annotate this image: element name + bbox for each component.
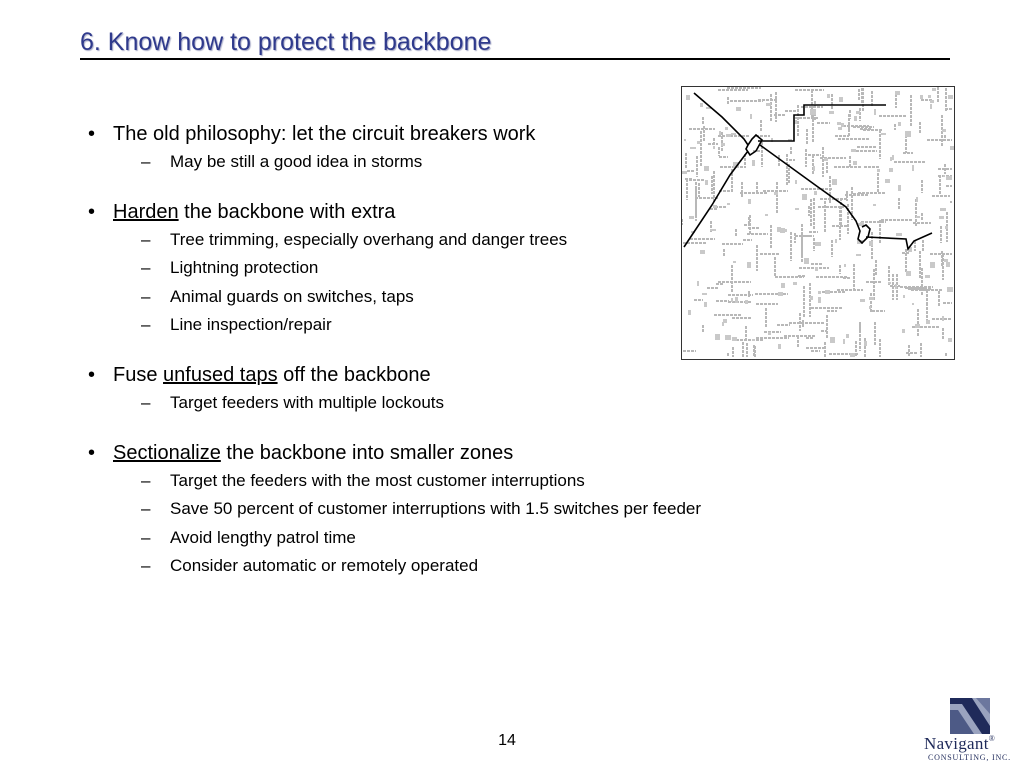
feeder-node xyxy=(829,111,834,114)
feeder-node xyxy=(895,91,900,95)
feeder-node xyxy=(942,129,946,132)
bullet-dot-icon: • xyxy=(88,441,96,464)
sub-bullet-item xyxy=(88,311,688,340)
bullet-item xyxy=(88,198,688,226)
feeder-node xyxy=(885,179,890,183)
feeder-node xyxy=(731,298,733,302)
feeder-node xyxy=(873,204,876,206)
feeder-node xyxy=(774,192,778,195)
feeder-node xyxy=(864,341,867,346)
bullet-text: The old philosophy: let the circuit breakers work xyxy=(113,123,536,145)
dash-icon: – xyxy=(141,286,151,306)
feeder-node xyxy=(905,131,911,137)
feeder-node xyxy=(827,94,830,98)
feeder-node xyxy=(930,262,935,268)
feeder-node xyxy=(898,185,901,191)
feeder-node xyxy=(810,109,816,115)
feeder-node xyxy=(750,114,752,119)
dash-icon: – xyxy=(141,152,151,171)
bullet-group xyxy=(88,198,688,340)
feeder-node xyxy=(731,133,736,135)
sub-bullet-text: Line inspection/repair xyxy=(170,315,332,335)
feeder-node xyxy=(765,214,768,216)
sub-bullet-item xyxy=(88,495,702,524)
feeder-node xyxy=(781,283,785,288)
bullet-list xyxy=(88,120,702,602)
feeder-node xyxy=(925,275,930,278)
bullet-text: the backbone into smaller zones xyxy=(220,441,514,464)
feeder-node xyxy=(860,222,864,225)
feeder-node xyxy=(869,306,871,309)
sub-bullet-item xyxy=(88,283,688,312)
dash-icon: – xyxy=(141,392,151,412)
navigant-logo-mark xyxy=(948,696,992,736)
dash-icon: – xyxy=(141,499,151,519)
feeder-node xyxy=(926,320,930,324)
feeder-node xyxy=(726,134,731,137)
underlined-term: Sectionalize xyxy=(113,441,221,464)
feeder-node xyxy=(802,194,807,200)
feeder-node xyxy=(713,205,717,208)
feeder-node xyxy=(889,168,893,172)
feeder-node xyxy=(841,123,844,127)
feeder-node xyxy=(818,291,821,294)
feeder-node xyxy=(947,287,953,292)
feeder-node xyxy=(837,122,841,125)
bullet-group xyxy=(88,439,702,581)
feeder-node xyxy=(850,353,855,357)
bullet-group xyxy=(88,120,688,177)
feeder-node xyxy=(780,228,785,233)
feeder-node xyxy=(814,191,817,195)
dash-icon: – xyxy=(141,527,151,547)
feeder-node xyxy=(725,127,728,130)
sub-bullet-text: Tree trimming, especially overhang and danger trees xyxy=(170,229,568,249)
feeder-node xyxy=(752,160,755,166)
feeder-node xyxy=(945,226,948,229)
feeder-node xyxy=(688,310,691,315)
feeder-node xyxy=(705,180,708,185)
feeder-node xyxy=(838,127,842,130)
feeder-node xyxy=(704,166,709,171)
feeder-node xyxy=(700,103,703,107)
feeder-node xyxy=(843,339,845,344)
feeder-node xyxy=(851,149,856,152)
feeder-node xyxy=(682,171,687,174)
feeder-node xyxy=(846,334,849,338)
bullet-dot-icon: • xyxy=(88,123,96,145)
feeder-node xyxy=(940,208,946,211)
feeder-node xyxy=(736,107,741,111)
feeder-node xyxy=(815,267,818,271)
feeder-node xyxy=(888,282,891,284)
title-underline xyxy=(80,58,950,60)
sub-bullet-item xyxy=(88,254,688,283)
bullet-item xyxy=(88,439,688,467)
feeder-node xyxy=(719,131,721,135)
feeder-node xyxy=(869,241,873,246)
dash-icon: – xyxy=(141,556,151,576)
feeder-node xyxy=(690,147,696,149)
feeder-node xyxy=(778,292,783,296)
feeder-node xyxy=(689,216,694,219)
feeder-node xyxy=(915,324,920,328)
sub-bullet-text: Lightning protection xyxy=(170,258,319,278)
feeder-node xyxy=(832,179,837,185)
bullet-text: the backbone with extra xyxy=(178,200,396,223)
feeder-node xyxy=(727,203,730,205)
feeder-node xyxy=(946,176,952,180)
feeder-node xyxy=(928,95,931,98)
feeder-node xyxy=(702,293,707,295)
feeder-node xyxy=(824,158,828,161)
feeder-node xyxy=(700,250,705,254)
slide-title: 6. Know how to protect the backbone xyxy=(80,28,492,56)
feeder-network-diagram xyxy=(682,87,954,359)
sub-bullet-item xyxy=(88,552,688,581)
feeder-node xyxy=(839,97,843,102)
bullet-text: Fuse xyxy=(113,363,164,386)
feeder-node xyxy=(948,95,953,99)
feeder-node xyxy=(854,116,857,121)
sub-bullet-item xyxy=(88,389,688,418)
feeder-node xyxy=(835,239,837,243)
feeder-node xyxy=(916,197,918,202)
dash-icon: – xyxy=(141,258,151,278)
feeder-node xyxy=(860,299,865,302)
feeder-node xyxy=(869,297,874,300)
sub-bullet-item xyxy=(88,226,688,255)
logo-subtitle: CONSULTING, INC. xyxy=(928,753,1011,762)
feeder-node xyxy=(948,338,952,342)
sub-bullet-text: Save 50 percent of customer interruptions with 1.5 switches per feeder xyxy=(170,499,702,519)
feeder-node xyxy=(684,139,686,141)
feeder-node xyxy=(912,165,914,171)
feeder-node xyxy=(895,284,897,289)
underlined-term: unfused taps xyxy=(163,363,278,386)
feeder-node xyxy=(778,344,781,349)
feeder-node xyxy=(898,122,901,126)
feeder-node xyxy=(930,100,934,103)
feeder-node xyxy=(721,143,725,146)
sub-bullet-item xyxy=(88,148,688,177)
feeder-node xyxy=(896,233,902,236)
feeder-node xyxy=(939,216,944,219)
feeder-node xyxy=(725,335,731,340)
feeder-node xyxy=(768,332,771,335)
sub-bullet-item xyxy=(88,467,688,496)
feeder-node xyxy=(825,290,830,294)
feeder-node xyxy=(804,258,809,264)
feeder-node xyxy=(890,157,892,161)
feeder-node xyxy=(856,111,860,114)
feeder-node xyxy=(793,282,797,285)
dash-icon: – xyxy=(141,229,151,249)
sub-bullet-text: Consider automatic or remotely operated xyxy=(170,556,479,576)
feeder-node xyxy=(856,254,861,256)
feeder-node xyxy=(752,339,755,341)
feeder-node xyxy=(912,303,914,305)
feeder-node xyxy=(903,295,905,298)
sub-bullet-item xyxy=(88,524,688,553)
bullet-dot-icon: • xyxy=(88,200,96,223)
feeder-node xyxy=(795,208,799,210)
feeder-node xyxy=(697,281,699,286)
sub-bullet-text: Animal guards on switches, taps xyxy=(170,286,414,306)
backbone-line xyxy=(684,93,932,249)
feeder-node xyxy=(916,216,920,218)
feeder-node xyxy=(795,180,797,184)
feeder-node xyxy=(902,329,905,333)
feeder-node xyxy=(766,103,771,106)
feeder-node xyxy=(930,104,932,109)
feeder-node xyxy=(735,297,738,303)
feeder-node xyxy=(920,95,923,99)
feeder-node xyxy=(722,322,724,326)
navigant-logo xyxy=(920,690,1024,768)
feeder-node xyxy=(844,264,846,267)
feeder-node xyxy=(733,261,736,263)
feeder-node xyxy=(747,262,751,268)
dash-icon: – xyxy=(141,470,151,490)
bullet-group xyxy=(88,361,688,418)
feeder-node xyxy=(946,262,950,267)
feeder-node xyxy=(732,337,737,341)
feeder-node xyxy=(906,271,911,276)
feeder-node xyxy=(881,133,886,135)
feeder-node xyxy=(748,199,751,204)
feeder-node xyxy=(874,109,876,115)
dash-icon: – xyxy=(141,315,151,335)
sub-bullet-text: Target the feeders with the most customer interruptions xyxy=(170,470,585,490)
feeder-node xyxy=(943,175,945,177)
feeder-node xyxy=(710,229,716,231)
bullet-text: off the backbone xyxy=(277,363,431,386)
feeder-node xyxy=(944,259,948,262)
underlined-term: Harden xyxy=(113,200,179,223)
feeder-node xyxy=(942,316,944,321)
feeder-node xyxy=(950,146,954,150)
feeder-node xyxy=(745,300,748,304)
bullet-dot-icon: • xyxy=(88,363,96,386)
feeder-node xyxy=(715,334,720,340)
feeder-node xyxy=(932,88,936,91)
feeder-node xyxy=(818,297,821,303)
feeder-node xyxy=(686,95,690,100)
sub-bullet-text: Avoid lengthy patrol time xyxy=(170,527,356,547)
feeder-node xyxy=(892,155,894,160)
feeder-node xyxy=(877,169,880,172)
logo-wordmark: Navigant xyxy=(924,734,989,753)
feeder-node xyxy=(810,296,813,300)
sub-bullet-text: Target feeders with multiple lockouts xyxy=(170,392,445,412)
feeder-node xyxy=(815,242,821,246)
page-number: 14 xyxy=(498,732,516,749)
feeder-node xyxy=(853,161,857,165)
feeder-map-image xyxy=(681,86,955,360)
trademark-symbol: ® xyxy=(988,734,996,743)
feeder-node xyxy=(813,166,815,171)
feeder-node xyxy=(697,141,700,144)
bullet-item xyxy=(88,120,688,148)
feeder-node xyxy=(713,146,715,149)
bullet-item xyxy=(88,361,688,389)
sub-bullet-text: May be still a good idea in storms xyxy=(170,152,423,171)
feeder-node xyxy=(830,337,835,343)
feeder-node xyxy=(704,302,707,307)
